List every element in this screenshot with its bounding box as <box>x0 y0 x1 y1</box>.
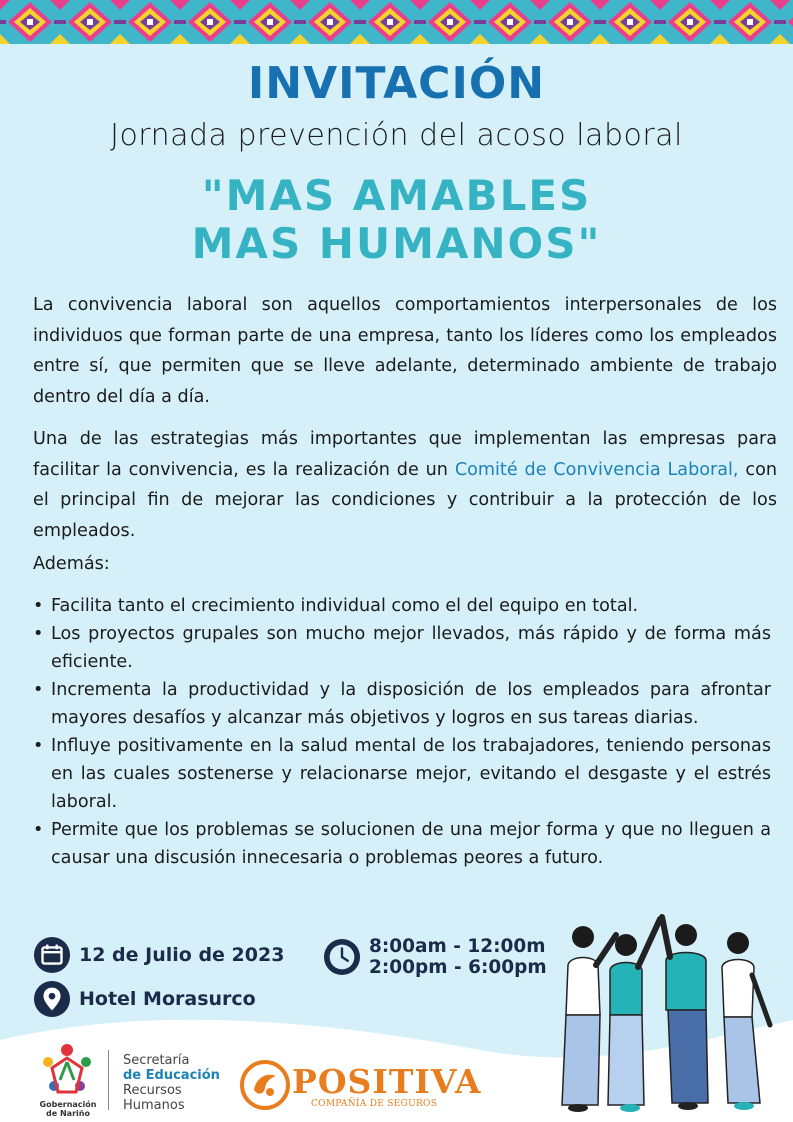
event-time <box>323 936 547 978</box>
bullet: • <box>33 820 44 840</box>
time-range-afternoon: 2:00pm - 6:00pm <box>369 957 547 978</box>
ademas-label: Además: <box>33 554 110 574</box>
event-date-text: 12 de Julio de 2023 <box>79 944 285 966</box>
list-item <box>33 592 771 620</box>
gobernacion-text <box>32 1100 104 1118</box>
slogan-line-1: "MAS AMABLES <box>201 171 592 220</box>
event-subtitle: Jornada prevención del acoso laboral <box>110 118 683 153</box>
calendar-icon <box>33 936 71 974</box>
event-place <box>33 980 256 1018</box>
benefit-text: Permite que los problemas se solucionen de una mejor forma y que no lleguen a causar una discusión innecesaria o problemas peores a futuro. <box>51 820 771 868</box>
secretaria-line-2: de Educación <box>123 1068 220 1083</box>
divider <box>108 1050 109 1110</box>
bullet: • <box>33 680 44 700</box>
benefit-text: Los proyectos grupales son mucho mejor llevados, más rápido y de forma más eficiente. <box>51 624 771 672</box>
committee-highlight: Comité de Convivencia Laboral, <box>454 459 739 480</box>
intro-paragraph: La convivencia laboral son aquellos comportamientos interpersonales de los individuos que forman parte de una empresa, tanto los líderes como los empleados entre sí, que permiten que se lleve adelante, determinado ambiente de trabajo dentro del día a día. <box>33 295 777 407</box>
list-item <box>33 816 771 872</box>
bullet: • <box>33 736 44 756</box>
time-ranges <box>369 936 547 978</box>
list-item <box>33 732 771 816</box>
secretaria-text <box>123 1053 220 1113</box>
benefit-text: Facilita tanto el crecimiento individual como el del equipo en total. <box>51 596 639 616</box>
location-pin-icon <box>33 980 71 1018</box>
secretaria-line-1: Secretaría <box>123 1053 190 1068</box>
benefit-text: Incrementa la productividad y la disposición de los empleados para afrontar mayores desafíos y alcanzar más objetivos y logros en sus tareas diarias. <box>51 680 771 728</box>
clock-icon <box>323 938 361 976</box>
strategy-text-end: con el principal fin de mejorar las condiciones y contribuir a la protección de los empleados. <box>33 459 778 541</box>
strategy-paragraph <box>33 424 777 546</box>
benefit-text: Influye positivamente en la salud mental de los trabajadores, teniendo personas en las cuales sostenerse y relacionarse mejor, evitando el desgaste y el estrés laboral. <box>51 736 771 812</box>
bullet: • <box>33 624 44 644</box>
secretaria-line-3: Recursos <box>123 1083 182 1098</box>
benefits-list <box>33 592 771 872</box>
positiva-subtitle: COMPAÑÍA DE SEGUROS <box>311 1099 438 1109</box>
gobernacion-logo <box>36 1040 98 1100</box>
gobernacion-line-2: de Nariño <box>46 1109 90 1118</box>
decorative-pattern-border <box>0 0 793 44</box>
positiva-emblem-icon <box>240 1058 290 1112</box>
team-high-five-illustration <box>538 905 783 1120</box>
gobernacion-line-1: Gobernación <box>39 1100 97 1109</box>
event-place-text: Hotel Morasurco <box>79 988 256 1010</box>
slogan-line-2: MAS HUMANOS" <box>191 219 602 268</box>
list-item <box>33 620 771 676</box>
invitation-title: INVITACIÓN <box>247 58 546 109</box>
slogan <box>0 172 793 268</box>
secretaria-line-4: Humanos <box>123 1098 185 1113</box>
bullet: • <box>33 596 44 616</box>
list-item <box>33 676 771 732</box>
positiva-name: POSITIVA <box>292 1062 482 1101</box>
time-range-morning: 8:00am - 12:00m <box>369 936 546 957</box>
strategy-text-start: Una de las estrategias más importantes que implementan las empresas para facilitar la convivencia, es la realización de un <box>33 429 777 480</box>
event-date <box>33 936 284 974</box>
